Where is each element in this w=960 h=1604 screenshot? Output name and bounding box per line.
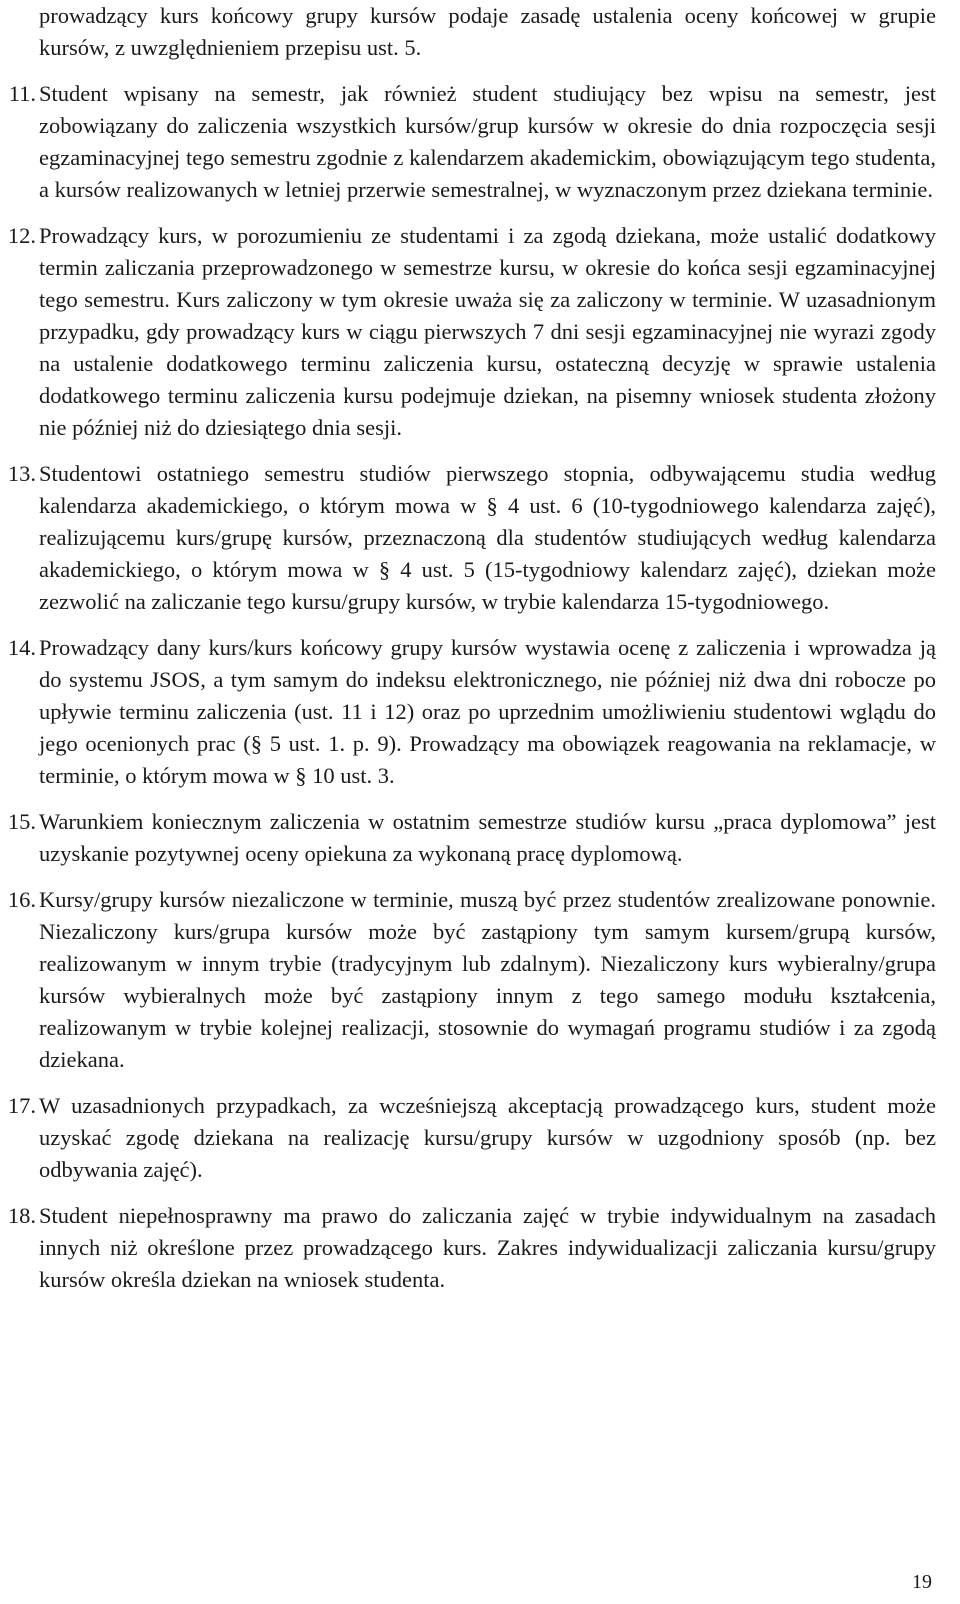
paragraph-text: Prowadzący kurs, w porozumieniu ze studentami i za zgodą dziekana, może ustalić dodatkowy termin zaliczania przeprowadzonego w semestrze kursu, w okresie do końca sesji egzaminacyjnej tego semestru. Kurs zaliczony w tym okresie uważa się za zaliczony w terminie. W uzasadnionym przypadku, gdy prowadzący kurs w ciągu pierwszych 7 dni sesji egzaminacyjnej nie wyrazi zgody na ustalenie dodatkowego terminu zaliczenia kursu, ostateczną decyzję w sprawie ustalenia dodatkowego terminu zaliczenia kursu podejmuje dziekan, na pisemny wniosek studenta złożony nie później niż do dziesiątego dnia sesji.	[39, 223, 936, 440]
paragraph-text: W uzasadnionych przypadkach, za wcześniejszą akceptacją prowadzącego kurs, student może uzyskać zgodę dziekana na realizację kursu/grupy kursów w uzgodniony sposób (np. bez odbywania zajęć).	[39, 1093, 936, 1182]
intro-paragraph: prowadzący kurs końcowy grupy kursów podaje zasadę ustalenia oceny końcowej w grupie kursów, z uwzględnieniem przepisu ust. 5.	[39, 3, 936, 60]
paragraph-text: Kursy/grupy kursów niezaliczone w terminie, muszą być przez studentów zrealizowane ponownie. Niezaliczony kurs/grupa kursów może być zastąpiony tym samym kursem/grupą kursów, realizowanym w innym trybie (tradycyjnym lub zdalnym). Niezaliczony kurs wybieralny/grupa kursów wybieralnych może być zastąpiony innym z tego samego modułu kształcenia, realizowanym w trybie kolejnej realizacji, stosownie do wymagań programu studiów i za zgodą dziekana.	[39, 887, 936, 1072]
list-item	[7, 220, 936, 444]
paragraph-text: Student wpisany na semestr, jak również student studiujący bez wpisu na semestr, jest zobowiązany do zaliczenia wszystkich kursów/grup kursów w okresie do dnia rozpoczęcia sesji egzaminacyjnej tego semestru zgodnie z kalendarzem akademickim, obowiązującym tego studenta, a kursów realizowanych w letniej przerwie semestralnej, w wyznaczonym przez dziekana terminie.	[39, 81, 936, 202]
paragraph-number: 13.	[7, 461, 36, 486]
paragraph-text: Prowadzący dany kurs/kurs końcowy grupy kursów wystawia ocenę z zaliczenia i wprowadza ją do systemu JSOS, a tym samym do indeksu elektronicznego, nie później niż dwa dni robocze po upływie terminu zaliczenia (ust. 11 i 12) oraz po uprzednim umożliwieniu studentowi wglądu do jego ocenionych prac (§ 5 ust. 1. p. 9). Prowadzący ma obowiązek reagowania na reklamacje, w terminie, o którym mowa w § 10 ust. 3.	[39, 635, 936, 788]
paragraph-text: Studentowi ostatniego semestru studiów pierwszego stopnia, odbywającemu studia według kalendarza akademickiego, o którym mowa w § 4 ust. 6 (10-tygodniowego kalendarza zajęć), realizującemu kurs/grupę kursów, przeznaczoną dla studentów studiujących według kalendarza akademickiego, o którym mowa w § 4 ust. 5 (15-tygodniowy kalendarz zajęć), dziekan może zezwolić na zaliczanie tego kursu/grupy kursów, w trybie kalendarza 15-tygodniowego.	[39, 461, 936, 614]
paragraph-number: 11.	[8, 81, 36, 106]
document-body	[7, 0, 936, 1310]
paragraph-number: 18.	[7, 1203, 36, 1228]
list-item	[8, 78, 936, 206]
paragraph-number: 14.	[7, 635, 36, 660]
paragraph-text: Student niepełnosprawny ma prawo do zaliczania zajęć w trybie indywidualnym na zasadach innych niż określone przez prowadzącego kurs. Zakres indywidualizacji zaliczania kursu/grupy kursów określa dziekan na wniosek studenta.	[39, 1203, 936, 1292]
list-item	[7, 884, 936, 1076]
paragraph-number: 16.	[7, 887, 36, 912]
paragraph-number: 17.	[7, 1093, 36, 1118]
page-number: 19	[912, 1571, 932, 1593]
list-item	[7, 632, 936, 792]
paragraph-number: 15.	[7, 809, 36, 834]
list-item	[7, 1090, 936, 1186]
paragraph-number: 12.	[7, 223, 36, 248]
list-item	[7, 806, 936, 870]
list-item	[7, 1200, 936, 1296]
paragraph-text: Warunkiem koniecznym zaliczenia w ostatnim semestrze studiów kursu „praca dyplomowa” jest uzyskanie pozytywnej oceny opiekuna za wykonaną pracę dyplomową.	[39, 809, 936, 866]
list-item	[7, 458, 936, 618]
